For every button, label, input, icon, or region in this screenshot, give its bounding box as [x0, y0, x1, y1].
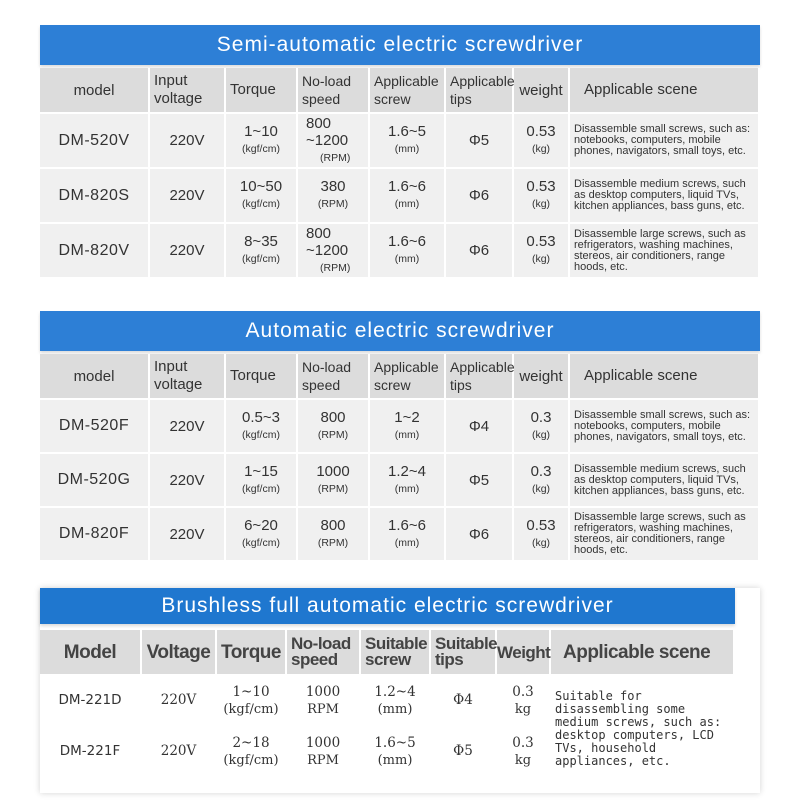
cell-screw-unit: (mm): [394, 198, 420, 210]
cell-voltage: 220V: [150, 400, 226, 454]
cell-model: DM-820S: [40, 169, 150, 224]
cell-scene: Disassemble small screws, such as: notebooks, computers, mobile phones, navigators, small toys, etc.: [570, 400, 760, 454]
cell-weight: 0.3: [512, 683, 534, 700]
cell-voltage: 220V: [150, 169, 226, 224]
cell-weight: 0.3: [530, 408, 552, 426]
cell-weight: 0.3: [530, 462, 552, 480]
col-header-scene: Applicable scene: [551, 630, 735, 676]
cell-speed: 1000: [305, 683, 341, 700]
cell-weight-unit: kg: [514, 701, 532, 717]
cell-model: DM-221D: [40, 676, 142, 727]
col-header-voltage: Voltage: [142, 630, 217, 676]
table-row: [40, 508, 760, 562]
table-header-row: [40, 630, 735, 676]
cell-torque-unit: (kgf/cm): [223, 701, 279, 717]
cell-torque-unit: (kgf/cm): [242, 482, 280, 495]
cell-torque-unit: (kgf/cm): [242, 536, 280, 549]
col-header-model: model: [40, 354, 150, 400]
cell-weight-unit: (kg): [531, 428, 551, 441]
table-row: [40, 169, 760, 224]
cell-scene: Disassemble medium screws, such as desktop computers, liquid TVs, kitchen appliances, bass guns, etc.: [570, 169, 760, 224]
col-header-scene: Applicable scene: [570, 68, 760, 114]
table-row: [40, 114, 760, 169]
section-3-title: Brushless full automatic electric screwdriver: [40, 588, 735, 624]
col-header-tips: Applicable tips: [446, 354, 514, 400]
cell-scene: Suitable for disassembling some medium screws, such as: desktop computers, LCD TVs, household appliances, etc.: [551, 676, 735, 778]
col-header-speed: No-load speed: [298, 354, 370, 400]
col-header-voltage: Input voltage: [150, 68, 226, 114]
cell-torque: 8~35: [244, 233, 278, 250]
cell-tips: Φ5: [446, 114, 514, 169]
cell-screw: 1.6~5: [374, 734, 416, 751]
table-header-row: [40, 354, 760, 400]
cell-speed: 800: [320, 408, 346, 426]
cell-scene: Disassemble large screws, such as refrigerators, washing machines, stereos, air conditioners, range hoods, etc.: [570, 224, 760, 279]
cell-torque: 1~10: [232, 683, 270, 700]
cell-screw: 1.2~4: [374, 683, 416, 700]
cell-weight-unit: (kg): [531, 482, 551, 495]
cell-speed-unit: (RPM): [320, 151, 351, 164]
cell-weight: 0.53: [526, 516, 556, 534]
cell-tips: Φ5: [446, 454, 514, 508]
cell-torque: 0.5~3: [242, 408, 280, 426]
cell-torque: 10~50: [239, 178, 283, 195]
cell-screw: 1.6~6: [388, 233, 426, 250]
cell-weight: 0.53: [526, 233, 556, 250]
brushless-spec-table: [40, 630, 735, 778]
cell-voltage: 220V: [150, 454, 226, 508]
table-header-row: [40, 68, 760, 114]
col-header-speed: No-load speed: [298, 68, 370, 114]
cell-model: DM-820V: [40, 224, 150, 279]
cell-screw-unit: (mm): [394, 428, 420, 441]
table-row: [40, 400, 760, 454]
cell-speed: 800 ~1200: [306, 114, 349, 149]
cell-weight-unit: (kg): [531, 143, 551, 155]
cell-speed: 380: [320, 178, 346, 195]
table-row: [40, 454, 760, 508]
cell-model: DM-820F: [40, 508, 150, 562]
cell-screw: 1.6~5: [388, 123, 426, 140]
col-header-weight: Weight: [497, 630, 551, 676]
cell-weight-unit: (kg): [531, 536, 551, 549]
cell-tips: Φ6: [446, 508, 514, 562]
col-header-weight: weight: [514, 68, 570, 114]
cell-tips: Φ5: [431, 727, 497, 778]
cell-torque: 1~10: [244, 123, 278, 140]
cell-torque-unit: (kgf/cm): [242, 143, 280, 155]
cell-speed-unit: (RPM): [317, 482, 349, 495]
cell-screw-unit: (mm): [377, 701, 413, 717]
cell-weight: 0.53: [526, 123, 556, 140]
cell-screw-unit: (mm): [377, 752, 413, 768]
cell-screw: 1.6~6: [388, 178, 426, 195]
col-header-screw: Suitable screw: [361, 630, 431, 676]
cell-torque: 6~20: [244, 516, 278, 534]
cell-weight: 0.3: [512, 734, 534, 751]
cell-weight: 0.53: [526, 178, 556, 195]
cell-voltage: 220V: [142, 676, 217, 727]
cell-torque-unit: (kgf/cm): [223, 752, 279, 768]
cell-scene: Disassemble large screws, such as refrigerators, washing machines, stereos, air conditioners, range hoods, etc.: [570, 508, 760, 562]
cell-screw-unit: (mm): [394, 536, 420, 549]
cell-weight-unit: (kg): [531, 198, 551, 210]
col-header-screw: Applicable screw: [370, 68, 446, 114]
cell-model: DM-520V: [40, 114, 150, 169]
cell-speed-unit: RPM: [307, 752, 339, 768]
cell-speed: 800 ~1200: [306, 224, 349, 259]
section-2-title: Automatic electric screwdriver: [40, 311, 760, 351]
cell-scene: Disassemble small screws, such as: notebooks, computers, mobile phones, navigators, small toys, etc.: [570, 114, 760, 169]
cell-weight-unit: kg: [514, 752, 532, 768]
col-header-model: model: [40, 68, 150, 114]
cell-speed: 1000: [316, 462, 350, 480]
col-header-torque: Torque: [226, 68, 298, 114]
cell-speed: 800: [320, 516, 346, 534]
cell-voltage: 220V: [150, 508, 226, 562]
cell-tips: Φ6: [446, 169, 514, 224]
cell-weight-unit: (kg): [531, 253, 551, 265]
cell-torque-unit: (kgf/cm): [242, 428, 280, 441]
cell-speed-unit: RPM: [307, 701, 339, 717]
cell-tips: Φ4: [431, 676, 497, 727]
cell-voltage: 220V: [150, 114, 226, 169]
auto-spec-table: [40, 354, 760, 562]
cell-speed-unit: (RPM): [317, 428, 349, 441]
cell-screw-unit: (mm): [394, 253, 420, 265]
cell-tips: Φ6: [446, 224, 514, 279]
section-1-title: Semi-automatic electric screwdriver: [40, 25, 760, 65]
col-header-weight: weight: [514, 354, 570, 400]
col-header-voltage: Input voltage: [150, 354, 226, 400]
col-header-screw: Applicable screw: [370, 354, 446, 400]
col-header-model: Model: [40, 630, 142, 676]
table-row: [40, 676, 735, 727]
semi-auto-spec-table: [40, 68, 760, 279]
col-header-torque: Torque: [226, 354, 298, 400]
cell-speed-unit: (RPM): [317, 198, 349, 210]
cell-torque: 1~15: [244, 462, 278, 480]
col-header-scene: Applicable scene: [570, 354, 760, 400]
table-row: [40, 224, 760, 279]
cell-speed-unit: (RPM): [320, 261, 351, 274]
col-header-tips: Suitable tips: [431, 630, 497, 676]
cell-screw: 1.6~6: [388, 516, 426, 534]
cell-screw: 1.2~4: [388, 462, 426, 480]
cell-speed-unit: (RPM): [317, 536, 349, 549]
cell-tips: Φ4: [446, 400, 514, 454]
col-header-tips: Applicable tips: [446, 68, 514, 114]
col-header-torque: Torque: [217, 630, 287, 676]
cell-screw-unit: (mm): [394, 482, 420, 495]
cell-model: DM-520G: [40, 454, 150, 508]
cell-voltage: 220V: [142, 727, 217, 778]
cell-speed: 1000: [305, 734, 341, 751]
cell-screw: 1~2: [394, 408, 420, 426]
cell-torque-unit: (kgf/cm): [242, 253, 280, 265]
cell-model: DM-221F: [40, 727, 142, 778]
cell-screw-unit: (mm): [394, 143, 420, 155]
cell-model: DM-520F: [40, 400, 150, 454]
cell-torque-unit: (kgf/cm): [242, 198, 280, 210]
cell-torque: 2~18: [232, 734, 270, 751]
cell-voltage: 220V: [150, 224, 226, 279]
col-header-speed: No-load speed: [287, 630, 361, 676]
cell-scene: Disassemble medium screws, such as desktop computers, liquid TVs, kitchen appliances, bass guns, etc.: [570, 454, 760, 508]
